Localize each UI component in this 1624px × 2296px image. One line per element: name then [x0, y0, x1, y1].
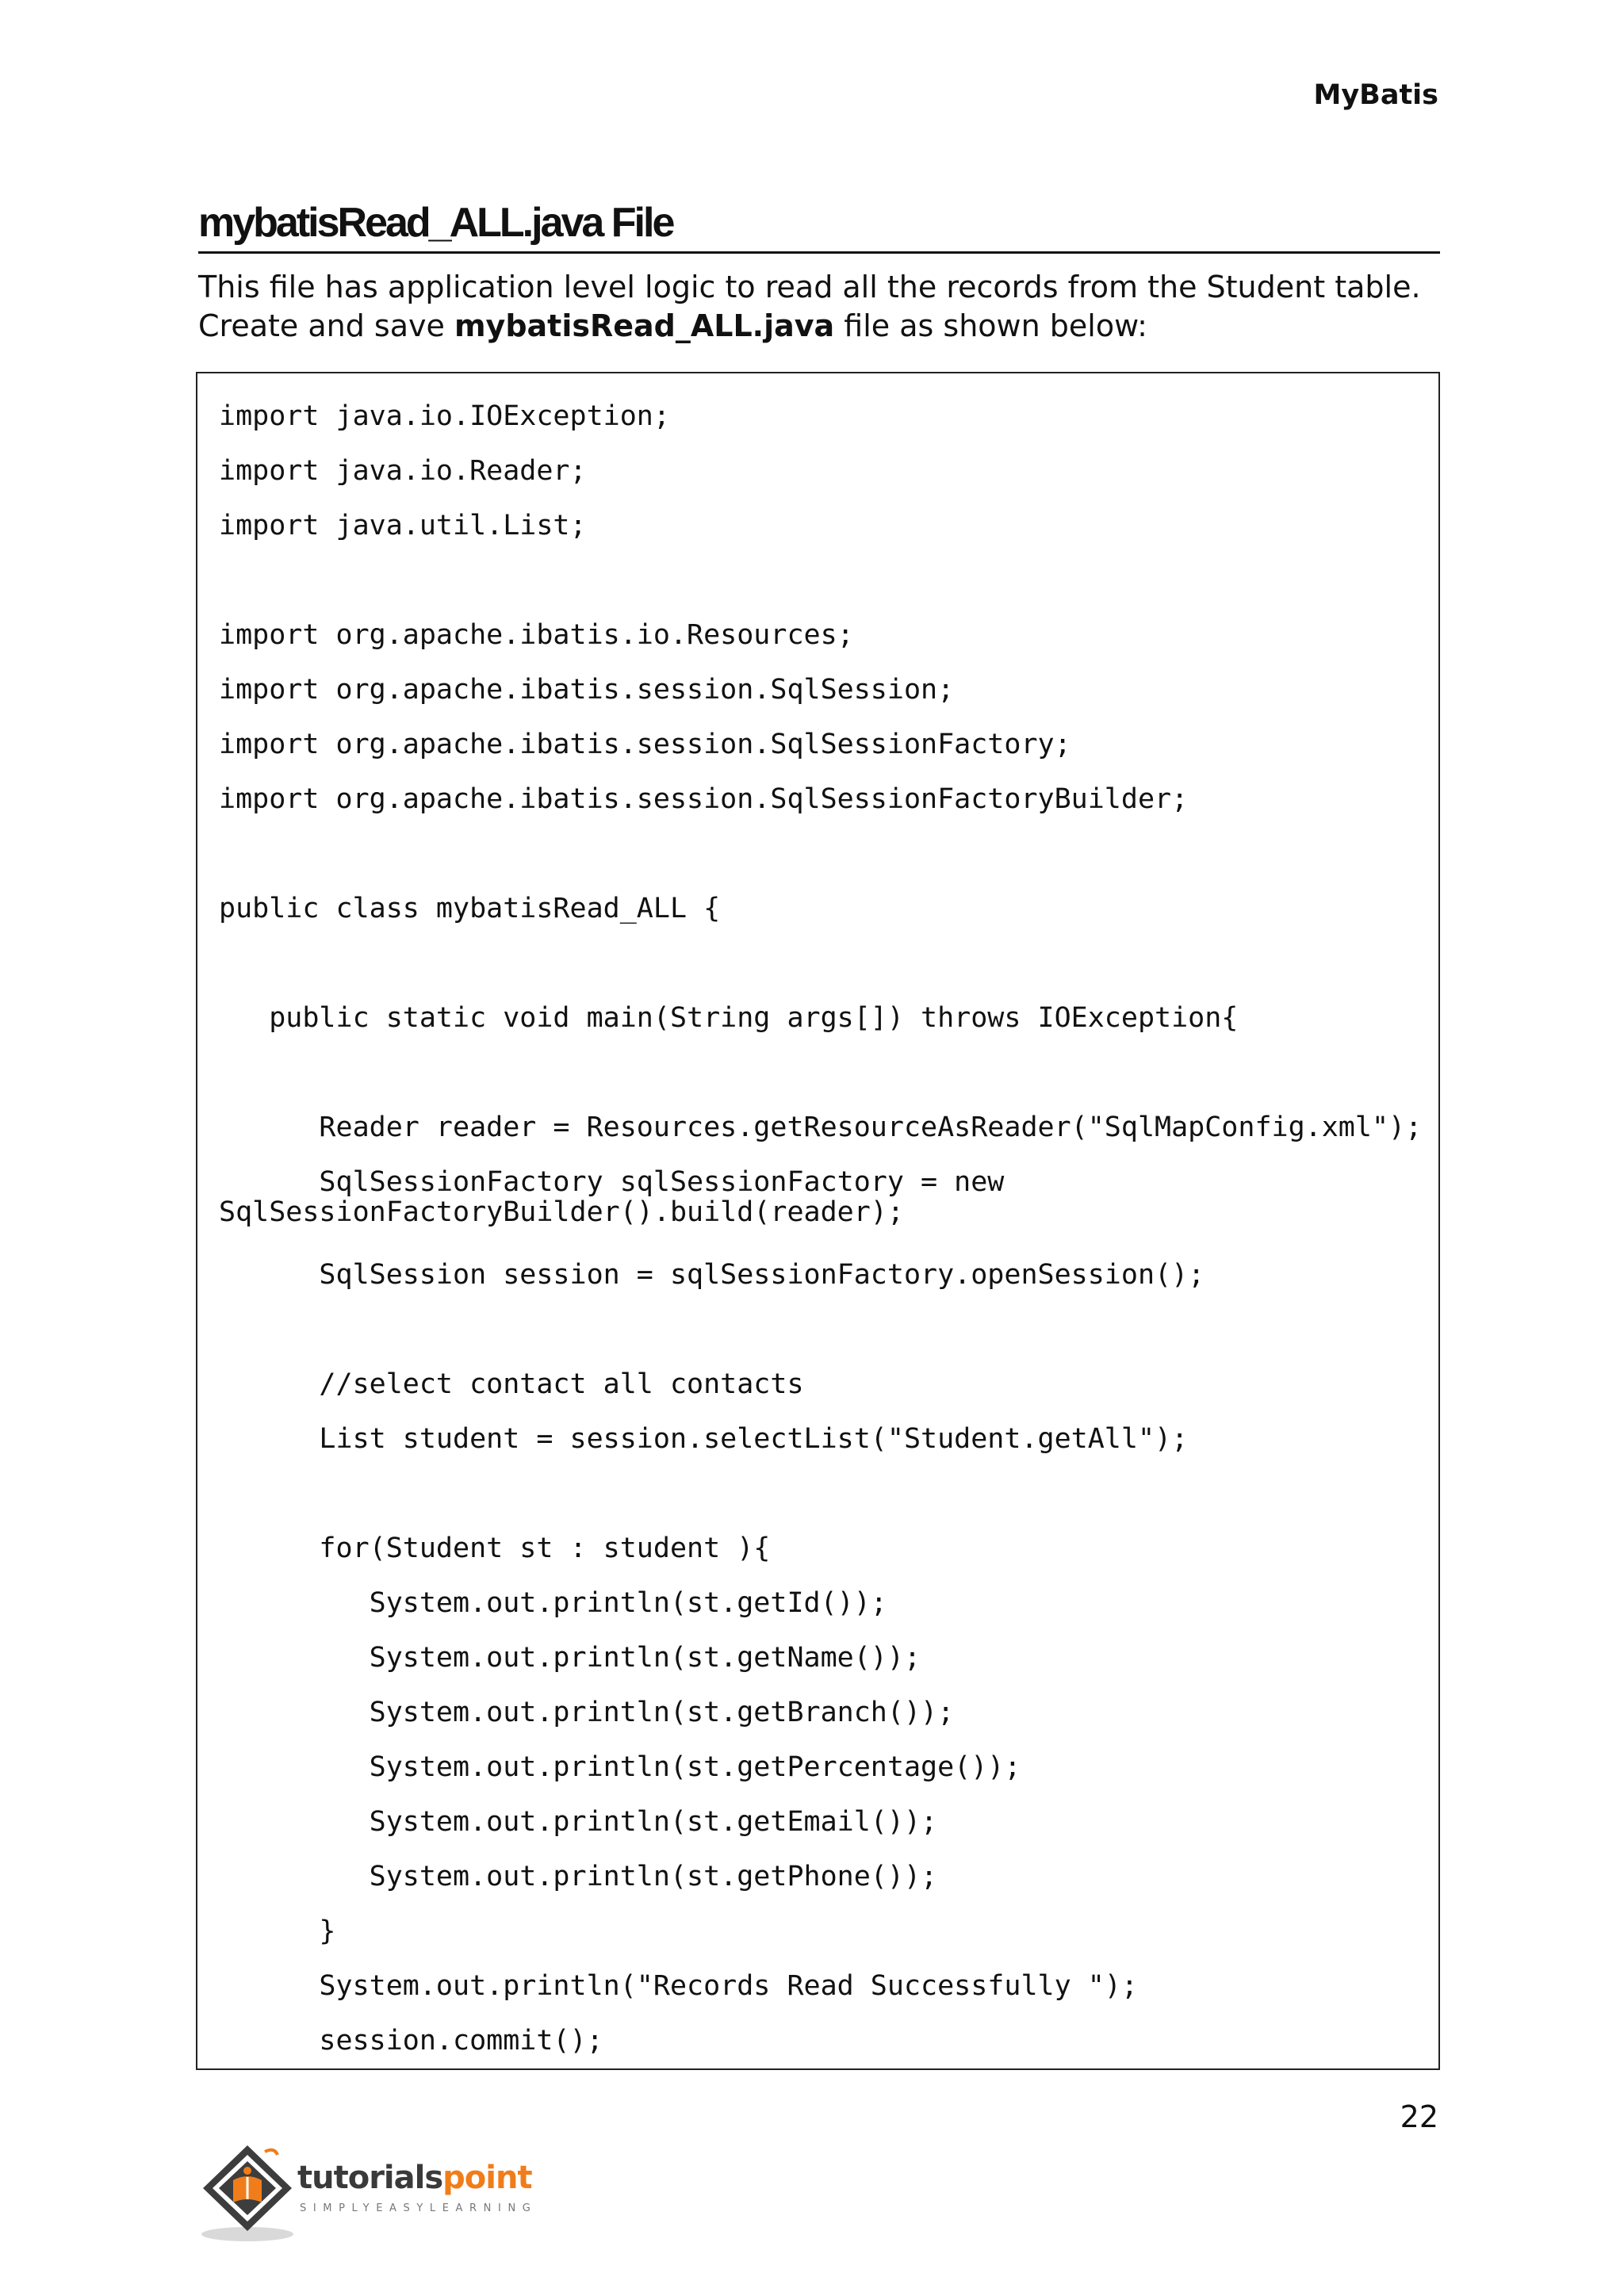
code-line: List student = session.selectList("Student.getAll"); — [219, 1423, 1189, 1455]
code-line: System.out.println(st.getName()); — [219, 1642, 921, 1674]
intro-filename-bold: mybatisRead_ALL.java — [454, 308, 835, 343]
section-heading — [198, 195, 1440, 254]
tutorialspoint-diamond-logo-icon — [198, 2141, 301, 2244]
code-line: import org.apache.ibatis.io.Resources; — [219, 619, 854, 651]
code-line: for(Student st : student ){ — [219, 1533, 771, 1564]
code-line — [219, 1467, 1438, 1521]
code-line: import org.apache.ibatis.session.SqlSessionFactoryBuilder; — [219, 783, 1189, 815]
code-line: import org.apache.ibatis.session.SqlSessionFactory; — [219, 729, 1071, 760]
running-header-title: MyBatis — [1313, 79, 1438, 111]
code-line: System.out.println(st.getPhone()); — [219, 1861, 938, 1892]
code-line: //select contact all contacts — [219, 1368, 804, 1400]
section-heading-text: mybatisRead_ALL.java File — [198, 200, 673, 246]
code-line: SqlSessionFactoryBuilder().build(reader); — [219, 1196, 904, 1228]
tutorialspoint-logo — [198, 2141, 547, 2244]
code-line: System.out.println(st.getEmail()); — [219, 1806, 938, 1838]
code-line: import java.io.IOException; — [219, 400, 670, 432]
logo-wordmark — [297, 2160, 532, 2196]
code-line: public static void main(String args[]) throws IOException{ — [219, 1002, 1239, 1034]
code-line: import org.apache.ibatis.session.SqlSession; — [219, 674, 955, 706]
code-line: import java.io.Reader; — [219, 455, 587, 487]
code-line: import java.util.List; — [219, 510, 587, 541]
intro-line-2 — [198, 307, 1451, 346]
code-line — [219, 553, 1438, 608]
logo-word-point: point — [442, 2160, 532, 2196]
intro-paragraph — [198, 268, 1451, 346]
logo-word-tutorials: tutorials — [297, 2160, 443, 2196]
code-line — [219, 936, 1438, 991]
code-line: } — [219, 1915, 336, 1947]
code-line — [219, 827, 1438, 882]
code-line — [219, 1046, 1438, 1100]
intro-line-2-suffix: file as shown below: — [834, 308, 1147, 343]
code-line: SqlSessionFactory sqlSessionFactory = new — [219, 1166, 1005, 1198]
code-line — [219, 1303, 1438, 1357]
code-block — [196, 372, 1440, 2070]
code-lines — [219, 389, 1438, 2068]
code-line: SqlSession session = sqlSessionFactory.openSession(); — [219, 1259, 1205, 1291]
page-number: 22 — [1400, 2099, 1438, 2134]
code-line: System.out.println(st.getId()); — [219, 1587, 887, 1619]
logo-tagline: SIMPLYEASYLEARNING — [300, 2202, 538, 2214]
code-line: System.out.println(st.getBranch()); — [219, 1697, 955, 1728]
intro-line-1: This file has application level logic to read all the records from the Student table. — [198, 270, 1421, 304]
code-line: System.out.println("Records Read Successfully "); — [219, 1970, 1138, 2002]
code-line: public class mybatisRead_ALL { — [219, 893, 721, 924]
code-line: session.commit(); — [219, 2025, 603, 2057]
code-line: Reader reader = Resources.getResourceAsReader("SqlMapConfig.xml"); — [219, 1112, 1423, 1143]
code-line: System.out.println(st.getPercentage()); — [219, 1751, 1021, 1783]
intro-line-2-prefix: Create and save — [198, 308, 454, 343]
